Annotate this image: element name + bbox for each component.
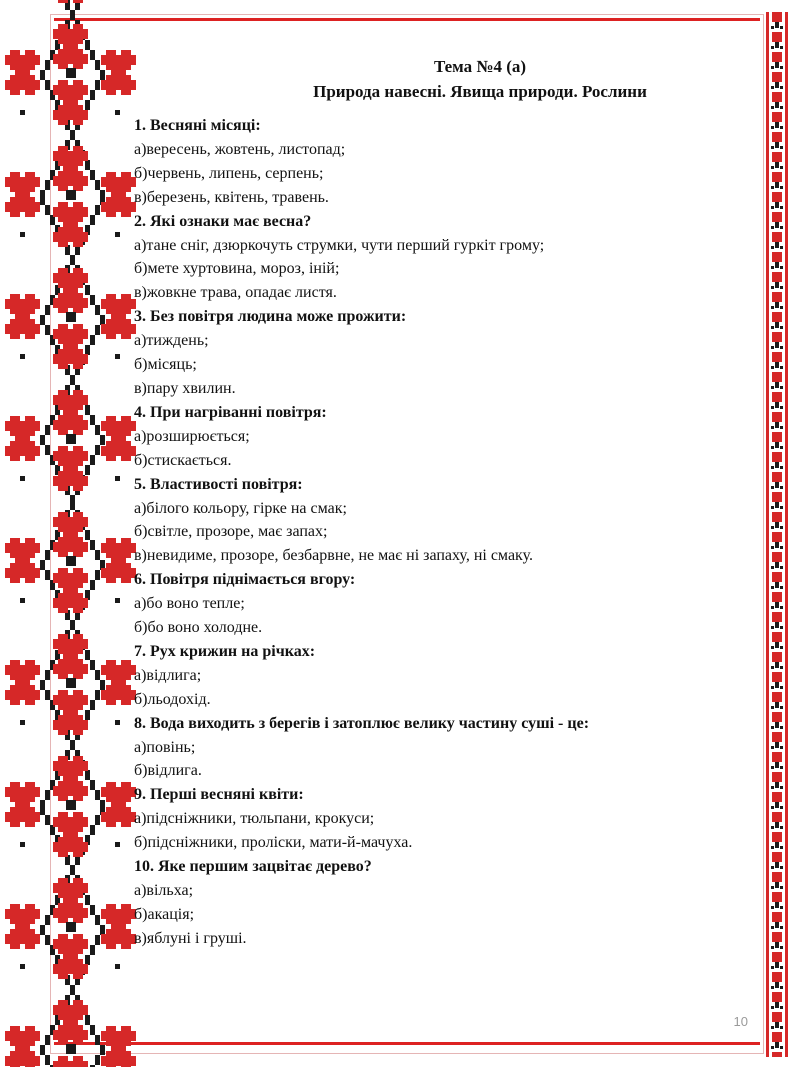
left-embroidery-ornament xyxy=(0,0,140,1067)
top-decorative-rule xyxy=(54,18,760,21)
quiz-content xyxy=(134,114,744,951)
question-text: 1. Весняні місяці: xyxy=(134,117,261,134)
answer-option: б)мете хуртовина, мороз, іній; xyxy=(134,260,340,278)
question-text: 3. Без повітря людина може прожити: xyxy=(134,308,407,326)
question-text: 5. Властивості повітря: xyxy=(134,475,303,493)
answer-option: б)червень, липень, серпень; xyxy=(134,164,324,182)
topic-number: Тема №4 (а) xyxy=(433,57,527,76)
answer-option: в)березень, квітень, травень. xyxy=(134,188,329,206)
answer-option: б)акація; xyxy=(134,905,195,923)
answer-option: б)відлига. xyxy=(134,762,202,780)
answer-option: а)бо воно тепле; xyxy=(134,595,245,613)
question-text: 10. Яке першим зацвітає дерево? xyxy=(134,858,372,876)
topic-title: Природа навесні. Явища природи. Рослини xyxy=(313,82,647,101)
question-text: 9. Перші весняні квіти: xyxy=(134,786,304,804)
answer-option: б)світле, прозоре, має запах; xyxy=(134,523,328,541)
answer-option: а)повінь; xyxy=(134,738,196,756)
question-text: 7. Рух крижин на річках: xyxy=(134,642,316,660)
right-embroidery-border xyxy=(764,12,790,1057)
answer-option: а)підсніжники, тюльпани, крокуси; xyxy=(134,810,375,828)
bottom-decorative-rule xyxy=(54,1042,760,1045)
answer-option: а)білого кольору, гірке на смак; xyxy=(134,499,347,517)
answer-option: а)розширюється; xyxy=(134,427,250,445)
title-block xyxy=(210,54,750,104)
answer-option: в)пару хвилин. xyxy=(134,379,236,397)
answer-option: в)невидиме, прозоре, безбарвне, не має ні запаху, ні смаку. xyxy=(134,547,533,565)
question-text: 8. Вода виходить з берегів і затоплює велику частину суші - це: xyxy=(134,714,590,732)
question-text: 6. Повітря піднімається вгору: xyxy=(134,571,356,589)
answer-option: а)тиждень; xyxy=(134,332,209,350)
question-text: 4. При нагріванні повітря: xyxy=(134,403,327,421)
answer-option: а)вільха; xyxy=(134,882,194,899)
answer-option: б)підсніжники, проліски, мати-й-мачуха. xyxy=(134,834,413,852)
answer-option: б)льодохід. xyxy=(134,690,211,708)
answer-option: а)вересень, жовтень, листопад; xyxy=(134,140,346,158)
answer-option: а)тане сніг, дзюркочуть струмки, чути перший гуркіт грому; xyxy=(134,236,545,254)
question-text: 2. Які ознаки має весна? xyxy=(134,212,312,230)
answer-option: б)місяць; xyxy=(134,356,197,374)
page-number: 10 xyxy=(733,1014,748,1029)
answer-option: в)яблуні і груші. xyxy=(134,929,247,947)
answer-option: б)бо воно холодне. xyxy=(134,619,263,637)
answer-option: б)стискається. xyxy=(134,451,232,469)
answer-option: в)жовкне трава, опадає листя. xyxy=(134,284,337,302)
answer-option: а)відлига; xyxy=(134,666,202,684)
